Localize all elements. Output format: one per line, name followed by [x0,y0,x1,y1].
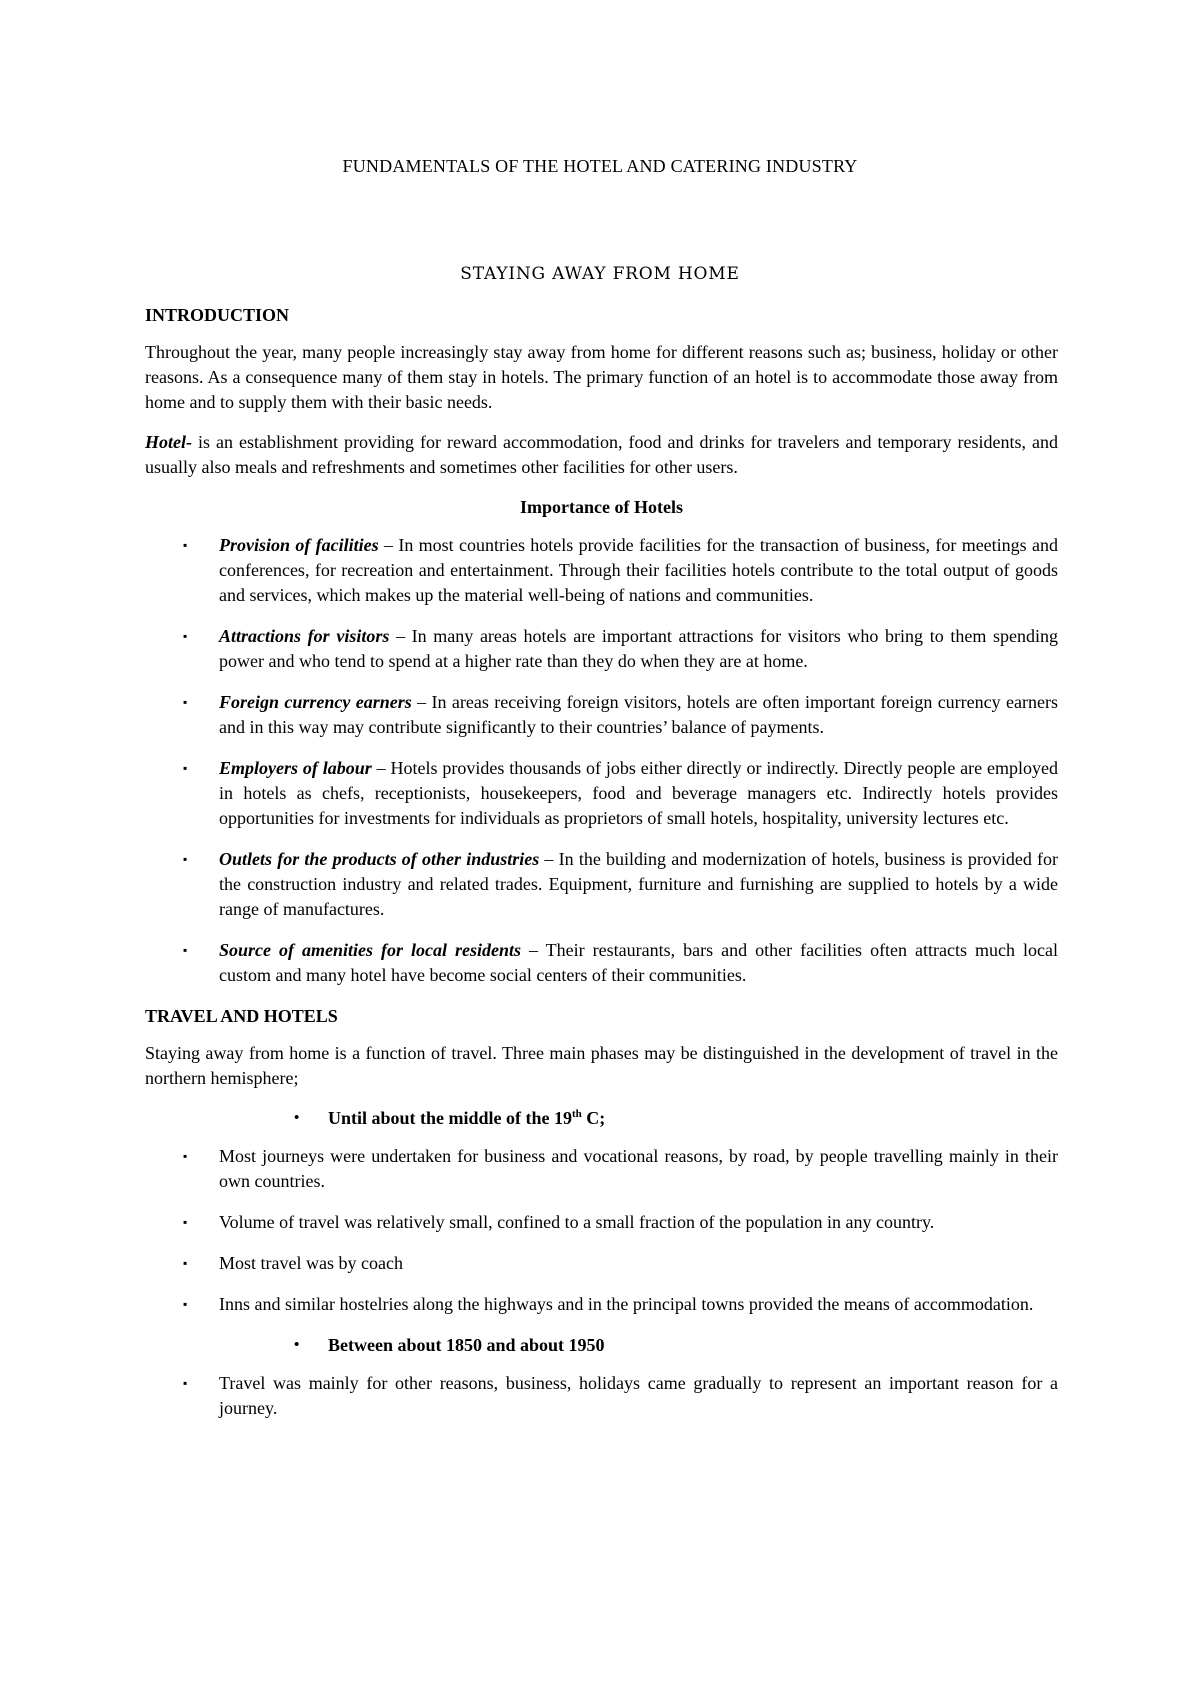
chapter-title: STAYING AWAY FROM HOME [460,264,740,284]
document-body [145,303,1058,1437]
hotel-definition [145,430,1058,480]
phase-heading [145,1106,1058,1131]
list-item [145,1292,1058,1317]
item-text: Most journeys were undertaken for business and vocational reasons, by road, by people travelling mainly in their own countries. [219,1146,1058,1191]
bullet-icon: ▪ [183,1149,188,1163]
list-item [145,1144,1058,1194]
list-item [145,624,1058,674]
item-text: – Their restaurants, bars and other facilities often attracts much local custom and many hotel have become social centers of their communities. [219,940,1058,985]
travel-heading: TRAVEL AND HOTELS [145,1006,338,1026]
phase-bullet-icon: • [294,1110,300,1126]
item-text: Volume of travel was relatively small, confined to a small fraction of the population in any country. [219,1212,935,1232]
list-item [145,847,1058,922]
item-text: Most travel was by coach [219,1253,403,1273]
bullet-icon: ▪ [183,629,188,643]
phase2-list [145,1371,1058,1421]
phase-label: Between about 1850 and about 1950 [328,1335,605,1355]
bullet-icon: ▪ [183,1376,188,1390]
item-term: Employers of labour [219,758,372,778]
list-item [145,756,1058,831]
bullet-icon: ▪ [183,761,188,775]
phase-heading [145,1333,1058,1358]
document-title: FUNDAMENTALS OF THE HOTEL AND CATERING INDUSTRY [342,156,858,176]
phase-label-superscript: th [572,1108,582,1120]
bullet-icon: ▪ [183,852,188,866]
bullet-icon: ▪ [183,695,188,709]
item-text: – Hotels provides thousands of jobs either directly or indirectly. Directly people are employed in hotels as chefs, receptionists, housekeepers, food and beverage managers etc. Indirectly hotels provides opportunities for investments for individuals as proprietors of small hotels, hospitality, university lectures etc. [219,758,1058,828]
item-text: Travel was mainly for other reasons, business, holidays came gradually to represent an important reason for a journey. [219,1373,1058,1418]
definition-text: is an establishment providing for reward accommodation, food and drinks for travelers and temporary residents, and usually also meals and refreshments and sometimes other facilities for other users. [145,432,1058,477]
item-text: Inns and similar hostelries along the highways and in the principal towns provided the means of accommodation. [219,1294,1034,1314]
bullet-icon: ▪ [183,538,188,552]
list-item [145,938,1058,988]
definition-term: Hotel- [145,432,192,452]
list-item [145,1210,1058,1235]
phase-label-end: C; [581,1108,606,1128]
phase-label: Until about the middle of the 19 [328,1108,573,1128]
introduction-paragraph: Throughout the year, many people increasingly stay away from home for different reasons such as; business, holiday or other reasons. As a consequence many of them stay in hotels. The primary function of an hotel is to accommodate those away from home and to supply them with their basic needs. [145,342,1058,412]
list-item [145,533,1058,608]
bullet-icon: ▪ [183,1215,188,1229]
travel-paragraph: Staying away from home is a function of travel. Three main phases may be distinguished in the development of travel in the northern hemisphere; [145,1043,1058,1088]
item-term: Attractions for visitors [219,626,390,646]
bullet-icon: ▪ [183,943,188,957]
list-item [145,1251,1058,1276]
bullet-icon: ▪ [183,1256,188,1270]
list-item [145,690,1058,740]
importance-heading: Importance of Hotels [520,497,683,517]
item-term: Source of amenities for local residents [219,940,521,960]
phase-bullet-icon: • [294,1337,300,1353]
item-text: – In many areas hotels are important attractions for visitors who bring to them spending power and who tend to spend at a higher rate than they do when they are at home. [219,626,1059,671]
item-text: – In the building and modernization of hotels, business is provided for the construction industry and related trades. Equipment, furniture and furnishing are supplied to hotels by a wide range of manufactures. [219,849,1059,919]
importance-list [145,533,1058,988]
bullet-icon: ▪ [183,1297,188,1311]
phase1-list [145,1144,1058,1317]
introduction-heading: INTRODUCTION [145,305,290,325]
list-item [145,1371,1058,1421]
item-term: Foreign currency earners [219,692,412,712]
item-term: Outlets for the products of other industries [219,849,540,869]
item-text: – In areas receiving foreign visitors, hotels are often important foreign currency earners and in this way may contribute significantly to their countries’ balance of payments. [219,692,1058,737]
item-term: Provision of facilities [219,535,379,555]
item-text: – In most countries hotels provide facilities for the transaction of business, for meetings and conferences, for recreation and entertainment. Through their facilities hotels contribute to the total output of goods and services, which makes up the material well-being of nations and communities. [219,535,1059,605]
